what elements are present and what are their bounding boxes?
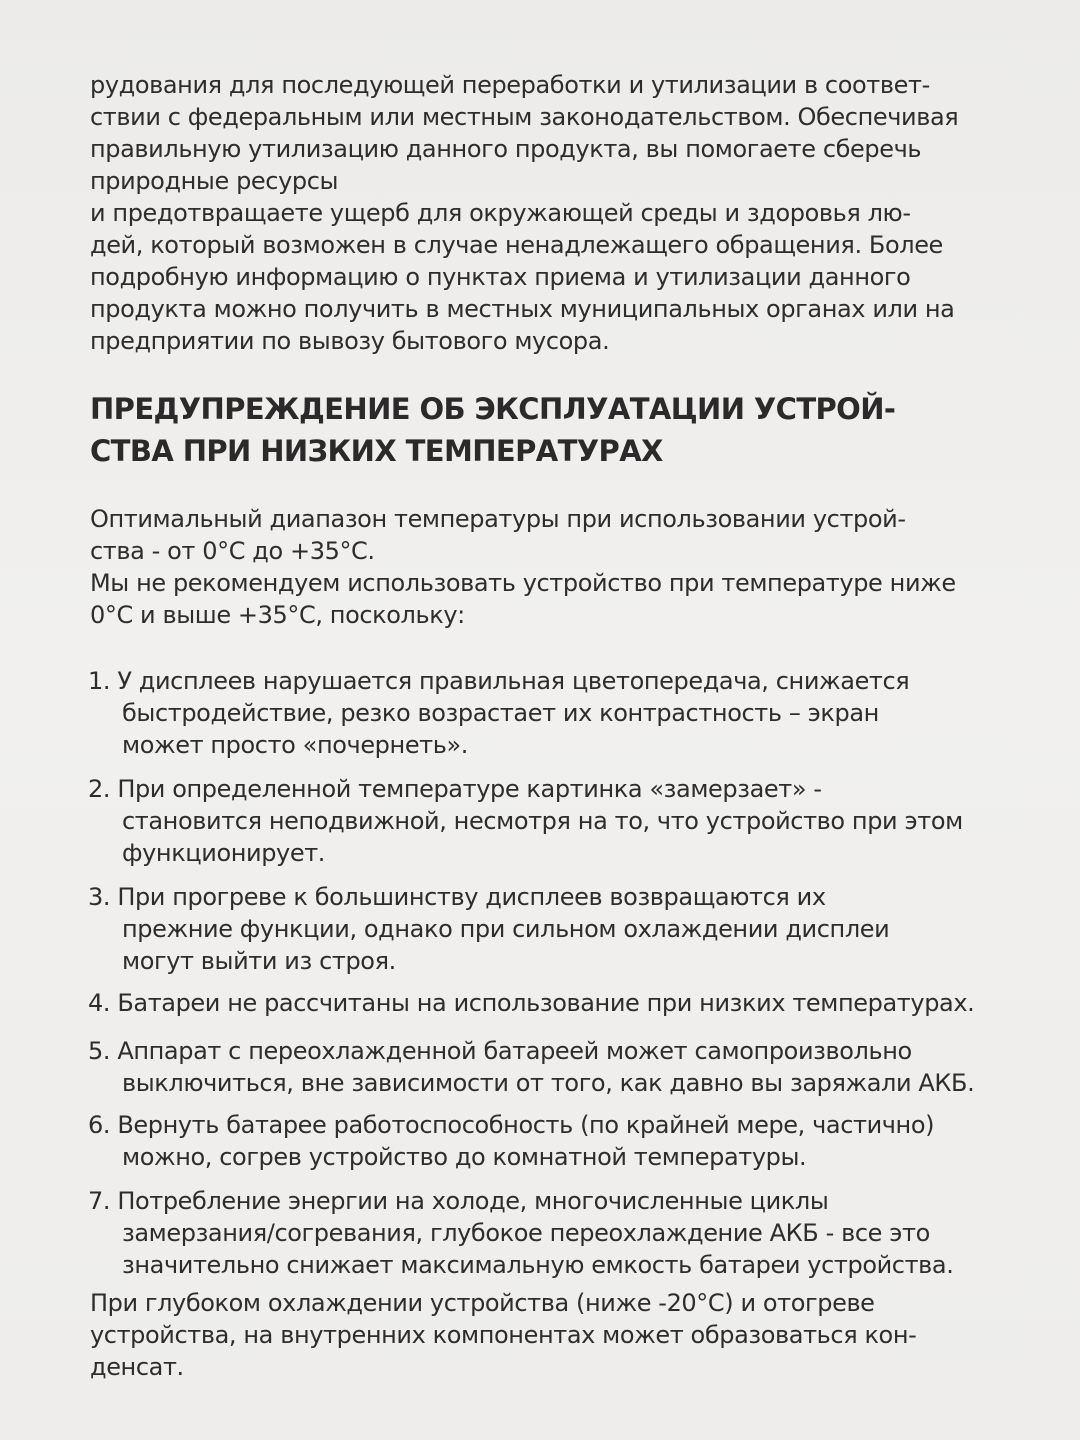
intro-line: подробную информацию о пунктах приема и утилизации данного — [90, 263, 911, 291]
intro-line: предприятии по вывозу бытового мусора. — [90, 327, 610, 355]
list-item-text: 3. При прогреве к большинству дисплеев возвращаются их — [88, 883, 826, 911]
list-item-text: прежние функции, однако при сильном охлаждении дисплеи — [122, 915, 890, 943]
heading-line: СТВА ПРИ НИЗКИХ ТЕМПЕРАТУРАХ — [90, 434, 663, 468]
list-item-text: 2. При определенной температуре картинка «замерзает» - — [88, 775, 822, 803]
list-item-text: 4. Батареи не рассчитаны на использование при низких температурах. — [88, 989, 975, 1017]
para-line: Мы не рекомендуем использовать устройство при температуре ниже — [90, 569, 956, 597]
intro-line: ствии с федеральным или местным законодательством. Обеспечивая — [90, 103, 959, 131]
final-line: устройства, на внутренних компонентах может образоваться кон- — [90, 1321, 917, 1349]
list-item-text: замерзания/согревания, глубокое переохлаждение АКБ - все это — [122, 1219, 930, 1247]
intro-line: дей, который возможен в случае ненадлежащего обращения. Более — [90, 231, 943, 259]
heading-line: ПРЕДУПРЕЖДЕНИЕ ОБ ЭКСПЛУАТАЦИИ УСТРОЙ- — [90, 392, 896, 426]
intro-line: продукта можно получить в местных муниципальных органах или на — [90, 295, 955, 323]
list-item-text: можно, согрев устройство до комнатной температуры. — [122, 1143, 807, 1171]
list-item-text: могут выйти из строя. — [122, 947, 396, 975]
intro-line: правильную утилизацию данного продукта, вы помогаете сберечь — [90, 135, 922, 163]
list-item-text: быстродействие, резко возрастает их контрастность – экран — [122, 699, 879, 727]
list-item-text: 5. Аппарат с переохлажденной батареей может самопроизвольно — [88, 1037, 912, 1065]
para-line: 0°С и выше +35°С, поскольку: — [90, 601, 465, 629]
para-line: Оптимальный диапазон температуры при использовании устрой- — [90, 505, 906, 533]
final-line: При глубоком охлаждении устройства (ниже -20°С) и отогреве — [90, 1289, 875, 1317]
list-item-text: функционирует. — [122, 839, 326, 867]
intro-line: рудования для последующей переработки и утилизации в соответ- — [90, 71, 930, 99]
list-item-text: 7. Потребление энергии на холоде, многочисленные циклы — [88, 1187, 829, 1215]
list-item-text: 1. У дисплеев нарушается правильная цветопередача, снижается — [88, 667, 910, 695]
intro-line: и предотвращаете ущерб для окружающей среды и здоровья лю- — [90, 199, 911, 227]
intro-line: природные ресурсы — [90, 167, 339, 195]
section-heading — [90, 388, 895, 472]
list-item-text: 6. Вернуть батарее работоспособность (по крайней мере, частично) — [88, 1111, 935, 1139]
para-line: ства - от 0°С до +35°С. — [90, 537, 375, 565]
list-item-text: значительно снижает максимальную емкость батареи устройства. — [122, 1251, 954, 1279]
list-item-text: выключиться, вне зависимости от того, как давно вы заряжали АКБ. — [122, 1069, 975, 1097]
final-line: денсат. — [90, 1353, 184, 1381]
list-item-text: становится неподвижной, несмотря на то, что устройство при этом — [122, 807, 963, 835]
list-item-text: может просто «почернеть». — [122, 731, 469, 759]
